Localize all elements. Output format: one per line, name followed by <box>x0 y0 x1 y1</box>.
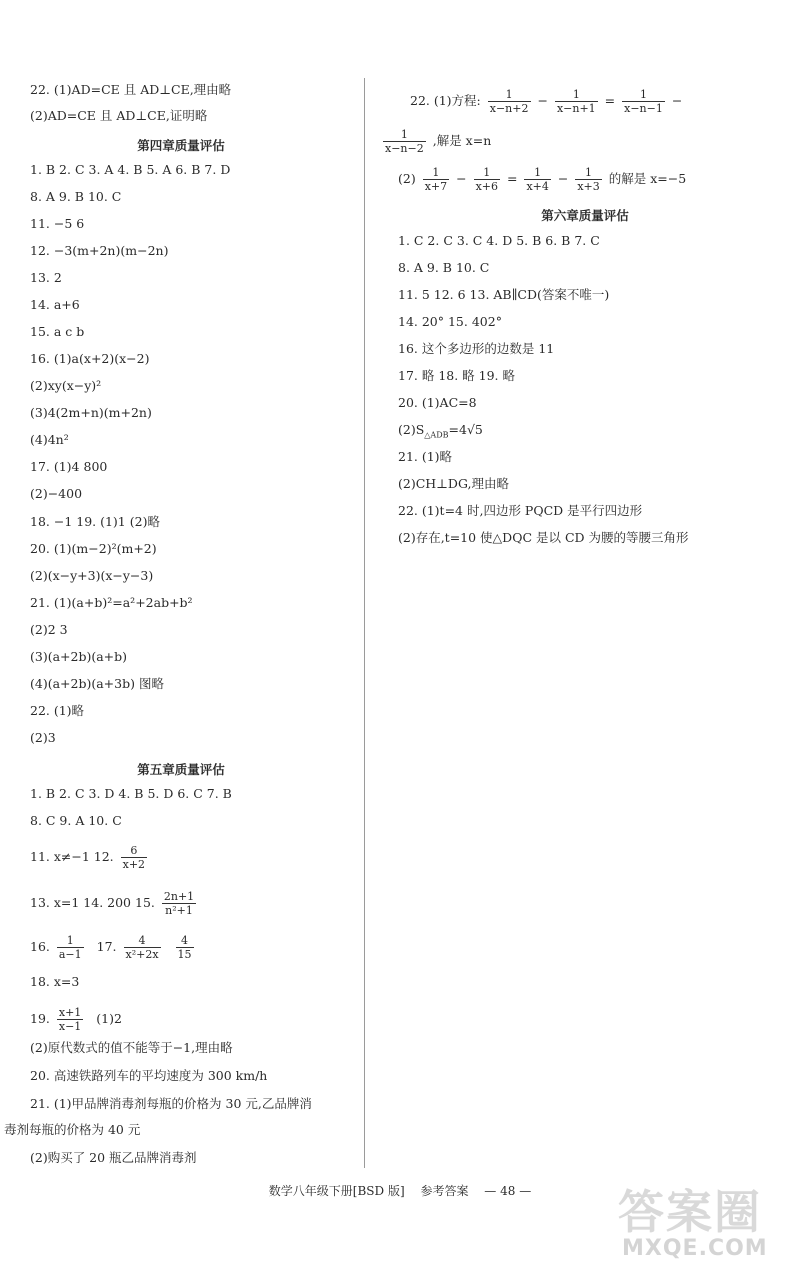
fraction: $\frac{1}{x-n+2}$ <box>489 88 529 115</box>
answer-line: (2)(x−y+3)(x−y−3) <box>30 568 154 583</box>
answer-line: (4)(a+2b)(a+3b) 图略 <box>30 676 164 691</box>
answer-line-subscript: $(2)S_{\triangle ADB}=4√5$ <box>398 422 483 440</box>
answer-line: (2)xy(x−y)² <box>30 378 102 393</box>
answer-line-fraction: 11. x≠−1 12. $\frac{6}{x+2}$ <box>30 844 146 871</box>
watermark-url: MXQE.COM <box>622 1236 768 1261</box>
section-heading-ch5: 第五章质量评估 <box>137 762 225 777</box>
answer-line: 1. B 2. C 3. D 4. B 5. D 6. C 7. B <box>30 786 232 801</box>
answer-line: 8. A 9. B 10. C <box>30 189 122 204</box>
section-heading-ch6: 第六章质量评估 <box>541 208 629 223</box>
fraction: $\frac{4}{\text{x²+2x}}$ <box>125 934 159 961</box>
answer-line: 20. 高速铁路列车的平均速度为 300 km/h <box>30 1068 268 1083</box>
fraction: $\frac{1}{x+7}$ <box>424 166 448 193</box>
answer-line: 16. (1)a(x+2)(x−2) <box>30 351 150 366</box>
fraction: $\frac{6}{x+2}$ <box>122 844 146 871</box>
watermark-logo <box>612 1176 792 1264</box>
answer-line: 14. 20° 15. 402° <box>398 314 502 329</box>
answer-line: 16. 这个多边形的边数是 11 <box>398 341 555 356</box>
fraction: $\frac{1}{a-1}$ <box>58 934 82 961</box>
answer-line: 21. (1)甲品牌消毒剂每瓶的价格为 30 元,乙品牌消 <box>30 1096 312 1111</box>
answer-line: 17. 略 18. 略 19. 略 <box>398 368 516 383</box>
fraction: $\frac{4}{15}$ <box>177 934 192 961</box>
fraction: $\frac{1}{x+4}$ <box>526 166 549 193</box>
answer-line-fraction: $\frac{1}{x-n-2}$ ,解是 x=n <box>385 128 492 155</box>
section-heading-ch4: 第四章质量评估 <box>137 138 225 153</box>
fraction: $\frac{1}{x-n-2}$ <box>385 128 424 155</box>
answer-line: 17. (1)4 800 <box>30 459 108 474</box>
answer-line: (2)购买了 20 瓶乙品牌消毒剂 <box>30 1150 197 1165</box>
answer-line: (4)4n² <box>30 432 69 447</box>
answer-line: 8. C 9. A 10. C <box>30 813 122 828</box>
answer-line: 18. x=3 <box>30 974 80 989</box>
answer-line: (2)3 <box>30 730 56 745</box>
answer-line-fraction: (2) $\frac{1}{x+7}$ − $\frac{1}{x+6}$ = $\frac{1}{x+4}$ − $\frac{1}{x+3}$ 的解是 x=−5 <box>398 166 687 193</box>
footer-page-number: — 48 — <box>484 1184 532 1198</box>
column-divider <box>364 78 365 1168</box>
answer-line: 22. (1)略 <box>30 703 85 718</box>
answer-line: 14. a+6 <box>30 297 80 312</box>
answer-line: 20. (1)AC=8 <box>398 395 477 410</box>
answer-line: (3)(a+2b)(a+b) <box>30 649 128 664</box>
answer-line: 22. (1)t=4 时,四边形 PQCD 是平行四边形 <box>398 503 643 518</box>
answer-line: 11. −5 6 <box>30 216 85 231</box>
answer-line: 11. 5 12. 6 13. AB∥CD(答案不唯一) <box>398 287 610 302</box>
fraction: $\frac{1}{x-n+1}$ <box>556 88 596 115</box>
answer-line: (2)原代数式的值不能等于−1,理由略 <box>30 1040 233 1055</box>
footer-section: 参考答案 <box>420 1184 469 1198</box>
fraction: $\frac{1}{x-n-1}$ <box>624 88 663 115</box>
answer-line: (2)存在,t=10 使△DQC 是以 CD 为腰的等腰三角形 <box>398 530 689 545</box>
answer-line: 1. B 2. C 3. A 4. B 5. A 6. B 7. D <box>30 162 231 177</box>
answer-line: (2)AD=CE 且 AD⊥CE,证明略 <box>30 108 208 123</box>
answer-line: (2)−400 <box>30 486 83 501</box>
answer-line: 毒剂每瓶的价格为 40 元 <box>4 1122 141 1137</box>
answer-line: 15. a c b <box>30 324 85 339</box>
answer-line: (3)4(2m+n)(m+2n) <box>30 405 152 420</box>
watermark-text: 答案圈 <box>618 1185 762 1239</box>
fraction: $\frac{x+1}{x-1}$ <box>58 1006 82 1033</box>
answer-line: 21. (1)略 <box>398 449 453 464</box>
fraction: $\frac{1}{x+3}$ <box>577 166 600 193</box>
fraction: $\frac{2n+1}{\text{n²+1}}$ <box>163 890 195 917</box>
answer-line: 1. C 2. C 3. C 4. D 5. B 6. B 7. C <box>398 233 600 248</box>
answer-line-fraction: 13. x=1 14. 200 15. $\frac{2n+1}{\text{n²+1}}$ <box>30 890 195 917</box>
fraction: $\frac{1}{x+6}$ <box>475 166 498 193</box>
answer-line-fraction: 19. $\frac{x+1}{x-1}$ (1)2 <box>30 1006 122 1033</box>
answer-line: (2)2 3 <box>30 622 68 637</box>
footer-book: 数学八年级下册[BSD 版] <box>268 1184 405 1198</box>
answer-line-fraction: 22. (1)方程: $\frac{1}{x-n+2}$ − $\frac{1}{x-n+1}$ = $\frac{1}{x-n-1}$ − <box>410 88 683 115</box>
answer-line: 22. (1)AD=CE 且 AD⊥CE,理由略 <box>30 82 232 97</box>
answer-line: 18. −1 19. (1)1 (2)略 <box>30 514 160 529</box>
answer-line: 8. A 9. B 10. C <box>398 260 490 275</box>
answer-line: 12. −3(m+2n)(m−2n) <box>30 243 169 258</box>
answer-line: (2)CH⊥DG,理由略 <box>398 476 509 491</box>
answer-line: 21. (1)(a+b)²=a²+2ab+b² <box>30 595 193 610</box>
answer-line: 13. 2 <box>30 270 62 285</box>
answer-line-fraction: 16. $\frac{1}{a-1}$ 17. $\frac{4}{\text{x²+2x}}$ $\frac{4}{15}$ <box>30 934 192 961</box>
answer-line: 20. (1)(m−2)²(m+2) <box>30 541 157 556</box>
